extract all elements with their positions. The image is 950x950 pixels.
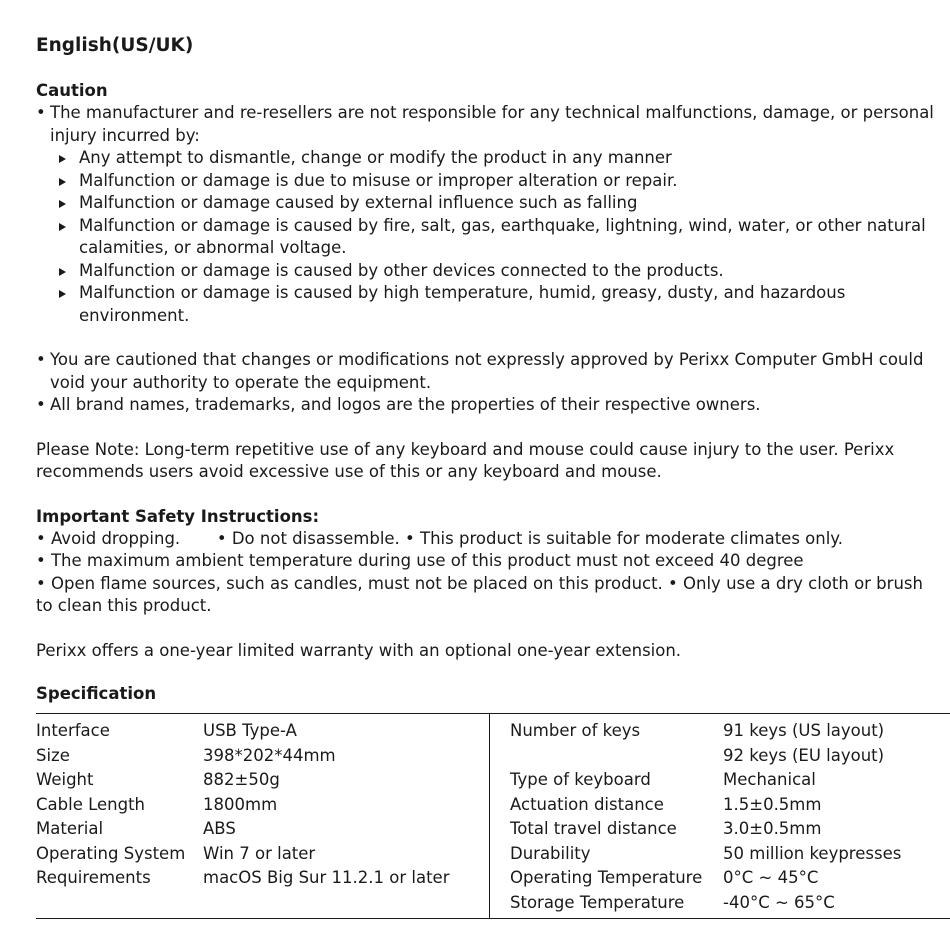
- spec-value: USB Type-A: [203, 721, 297, 740]
- caution-intro: • The manufacturer and re-resellers are not responsible for any technical malfunctions, damage, or personal injury incurred by:: [36, 102, 936, 147]
- please-note: Please Note: Long-term repetitive use of any keyboard and mouse could cause injury to the user. Perixx recommends users avoid excessive use of this or any keyboard and mouse.: [36, 439, 895, 481]
- safety-section: [36, 528, 936, 663]
- safety-heading: Important Safety Instructions:: [36, 506, 320, 526]
- caution-note-modifications: • You are cautioned that changes or modifications not expressly approved by Perixx Computer GmbH could void your authority to operate the equipment.: [36, 349, 936, 394]
- spec-key: [510, 744, 723, 769]
- spec-key: Cable Length: [36, 794, 145, 814]
- specification-table: [36, 713, 950, 919]
- spec-value: 882±50g: [203, 770, 280, 789]
- spec-row-total-travel: [510, 817, 950, 842]
- spec-value: Win 7 or later: [203, 843, 316, 863]
- spec-value: 398*202*44mm: [203, 745, 336, 765]
- warranty-text: Perixx offers a one-year limited warranty with an optional one-year extension.: [36, 640, 682, 660]
- caution-note-trademarks: • All brand names, trademarks, and logos are the properties of their respective owners.: [36, 394, 936, 417]
- spec-row-requirements: [36, 866, 486, 891]
- spec-key: Storage Temperature: [510, 892, 685, 912]
- spec-value: 91 keys (US layout): [723, 721, 885, 740]
- spec-key: Actuation distance: [510, 794, 664, 814]
- spec-key: Material: [36, 819, 104, 838]
- caution-item-6: Malfunction or damage is caused by high temperature, humid, greasy, dusty, and hazardous environment.: [79, 282, 936, 327]
- spec-row-cable-length: [36, 793, 486, 818]
- spec-row-weight: [36, 768, 486, 793]
- spec-key: Number of keys: [510, 721, 641, 740]
- spec-row-durability: [510, 842, 950, 867]
- spec-key: Durability: [510, 843, 591, 863]
- safety-line-1: • Avoid dropping. • Do not disassemble. • This product is suitable for moderate climates only.: [36, 528, 843, 548]
- spec-value: macOS Big Sur 11.2.1 or later: [203, 868, 450, 887]
- spec-row-interface: [36, 719, 486, 744]
- spec-value: 1800mm: [203, 794, 278, 814]
- spec-value: 50 million keypresses: [723, 843, 902, 863]
- caution-item-2: Malfunction or damage is due to misuse or improper alteration or repair.: [79, 170, 936, 193]
- caution-list: [36, 147, 936, 327]
- spec-row-keyboard-type: [510, 768, 950, 793]
- spec-key: Size: [36, 745, 70, 765]
- spec-row-size: [36, 744, 486, 769]
- spec-row-actuation-distance: [510, 793, 950, 818]
- caution-item-3: Malfunction or damage caused by external influence such as falling: [79, 192, 936, 215]
- spec-key: Operating System: [36, 843, 186, 863]
- spec-key: Type of keyboard: [510, 770, 651, 789]
- spec-value: ABS: [203, 819, 236, 838]
- spec-value: 0°C ~ 45°C: [723, 868, 819, 887]
- caution-heading: Caution: [36, 81, 108, 100]
- spec-row-operating-system: [36, 842, 486, 867]
- spec-column-left: [36, 719, 486, 891]
- caution-item-1: Any attempt to dismantle, change or modify the product in any manner: [79, 147, 936, 170]
- spec-value: 92 keys (EU layout): [723, 745, 885, 765]
- caution-item-5: Malfunction or damage is caused by other devices connected to the products.: [79, 260, 936, 283]
- spec-row-material: [36, 817, 486, 842]
- safety-line-3: • Open flame sources, such as candles, must not be placed on this product. • Only use a dry cloth or brush to clean this product.: [36, 573, 923, 615]
- spec-value: 1.5±0.5mm: [723, 794, 822, 814]
- spec-value: -40°C ~ 65°C: [723, 892, 835, 912]
- table-divider: [489, 714, 490, 918]
- caution-item-4: Malfunction or damage is caused by fire, salt, gas, earthquake, lightning, wind, water, or other natural calamities, or abnormal voltage.: [79, 215, 936, 260]
- spec-value: Mechanical: [723, 770, 816, 789]
- spec-key: Weight: [36, 770, 94, 789]
- spec-row-storage-temperature: [510, 891, 950, 916]
- spec-row-number-of-keys-eu: [510, 744, 950, 769]
- spec-key: Total travel distance: [510, 819, 677, 838]
- manual-page: [36, 34, 936, 705]
- spec-key: Operating Temperature: [510, 868, 703, 887]
- spec-row-number-of-keys: [510, 719, 950, 744]
- spec-column-right: [510, 719, 950, 915]
- spec-row-operating-temperature: [510, 866, 950, 891]
- safety-line-2: • The maximum ambient temperature during use of this product must not exceed 40 degree: [36, 551, 804, 570]
- spec-key: Interface: [36, 721, 110, 740]
- page-title: English(US/UK): [36, 35, 194, 56]
- caution-section: [36, 102, 936, 506]
- spec-value: 3.0±0.5mm: [723, 819, 822, 838]
- specification-heading: Specification: [36, 684, 157, 703]
- spec-key: Requirements: [36, 868, 151, 887]
